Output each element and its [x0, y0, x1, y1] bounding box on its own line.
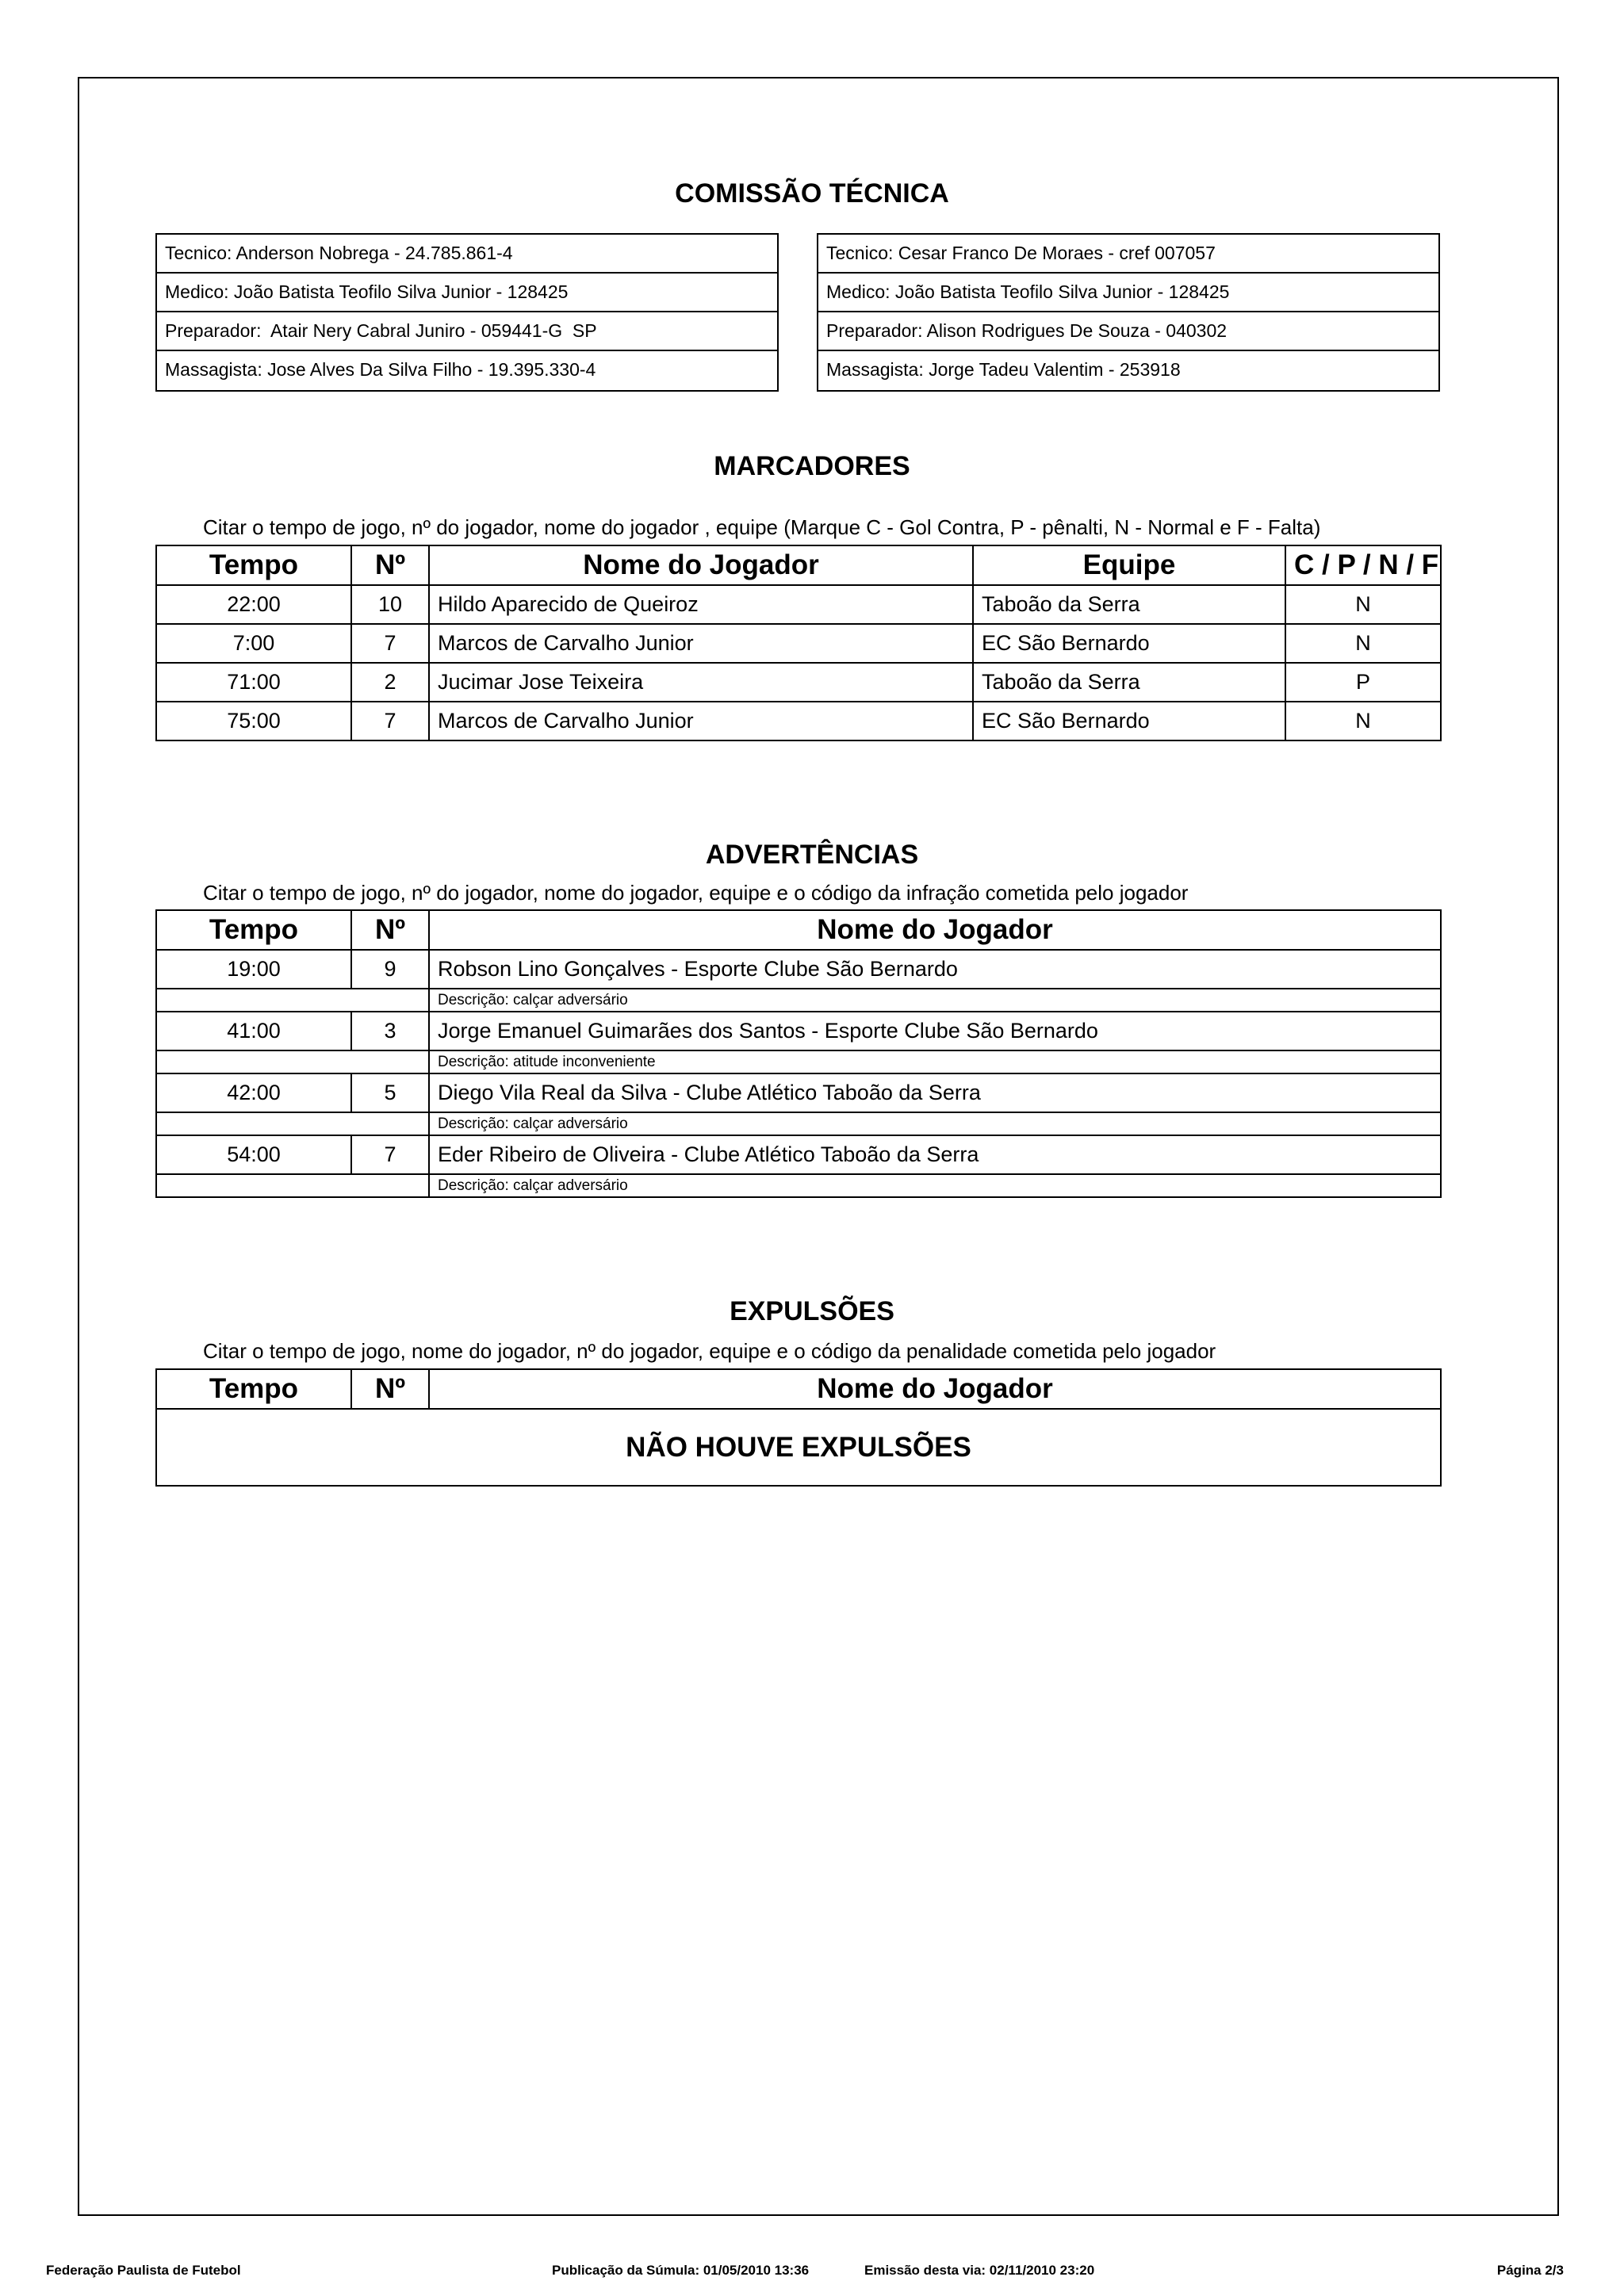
cell-nome: Diego Vila Real da Silva - Clube Atlético Taboão da Serra [429, 1073, 1441, 1112]
cell-equipe: Taboão da Serra [973, 585, 1285, 624]
expulsoes-instruction: Citar o tempo de jogo, nome do jogador, nº do jogador, equipe e o código da penalidade cometida pelo jogador [203, 1339, 1216, 1363]
expulsoes-table [155, 1368, 1442, 1487]
table-row [156, 1073, 1441, 1112]
staff-massagista: Massagista: Jose Alves Da Silva Filho - 19.395.330-4 [165, 359, 596, 380]
cell-nome: Eder Ribeiro de Oliveira - Clube Atlético Taboão da Serra [429, 1135, 1441, 1174]
advertencias-table [155, 909, 1442, 1198]
table-row [156, 1012, 1441, 1050]
footer-org: Federação Paulista de Futebol [46, 2263, 241, 2278]
cell-nome: Robson Lino Gonçalves - Esporte Clube São Bernardo [429, 950, 1441, 989]
expulsoes-title: EXPULSÕES [730, 1296, 894, 1326]
staff-massagista: Massagista: Jorge Tadeu Valentim - 253918 [826, 359, 1181, 380]
cell-tempo: 54:00 [156, 1135, 351, 1174]
cell-numero: 2 [351, 663, 429, 702]
marcadores-instruction: Citar o tempo de jogo, nº do jogador, nome do jogador , equipe (Marque C - Gol Contra, P - pênalti, N - Normal e F - Falta) [203, 515, 1321, 539]
advertencias-title: ADVERTÊNCIAS [705, 840, 919, 870]
footer-pagina: Página 2/3 [1496, 2263, 1564, 2278]
description-row [156, 1112, 1441, 1135]
col-numero: Nº [351, 1369, 429, 1409]
cell-nome: Hildo Aparecido de Queiroz [429, 585, 973, 624]
cell-numero: 10 [351, 585, 429, 624]
col-numero: Nº [351, 545, 429, 585]
staff-tecnico: Tecnico: Anderson Nobrega - 24.785.861-4 [157, 235, 777, 274]
cell-tempo: 75:00 [156, 702, 351, 740]
staff-medico: Medico: João Batista Teofilo Silva Junior - 128425 [157, 274, 777, 312]
col-tipo: C / P / N / F [1285, 545, 1441, 585]
col-nome: Nome do Jogador [429, 1369, 1441, 1409]
staff-medico: Medico: João Batista Teofilo Silva Junior - 128425 [818, 274, 1438, 312]
cell-tempo: 71:00 [156, 663, 351, 702]
table-header [156, 1369, 1441, 1409]
cell-nome: Jorge Emanuel Guimarães dos Santos - Esporte Clube São Bernardo [429, 1012, 1441, 1050]
cell-numero: 3 [351, 1012, 429, 1050]
table-row [156, 624, 1441, 663]
cell-nome: Jucimar Jose Teixeira [429, 663, 973, 702]
cell-numero: 5 [351, 1073, 429, 1112]
table-row [156, 1135, 1441, 1174]
cell-numero: 7 [351, 1135, 429, 1174]
cell-tipo: N [1285, 585, 1441, 624]
cell-numero: 7 [351, 702, 429, 740]
description-row [156, 1174, 1441, 1197]
footer-emissao: Emissão desta via: 02/11/2010 23:20 [864, 2263, 1095, 2278]
table-row [156, 950, 1441, 989]
cell-equipe: EC São Bernardo [973, 702, 1285, 740]
advertencias-instruction: Citar o tempo de jogo, nº do jogador, nome do jogador, equipe e o código da infração cometida pelo jogador [203, 881, 1189, 905]
cell-descricao: Descrição: atitude inconveniente [429, 1050, 1441, 1073]
col-nome: Nome do Jogador [429, 545, 973, 585]
col-nome: Nome do Jogador [429, 910, 1441, 950]
description-row [156, 989, 1441, 1012]
col-tempo: Tempo [156, 1369, 351, 1409]
marcadores-title: MARCADORES [714, 451, 910, 481]
cell-tempo: 22:00 [156, 585, 351, 624]
cell-nome: Marcos de Carvalho Junior [429, 624, 973, 663]
cell-numero: 7 [351, 624, 429, 663]
table-row [156, 585, 1441, 624]
staff-box-away [817, 233, 1440, 392]
table-row [156, 702, 1441, 740]
cell-tipo: P [1285, 663, 1441, 702]
staff-box-home [155, 233, 779, 392]
cell-tipo: N [1285, 624, 1441, 663]
cell-descricao: Descrição: calçar adversário [429, 1174, 1441, 1197]
comissao-title: COMISSÃO TÉCNICA [675, 178, 949, 209]
cell-tempo: 19:00 [156, 950, 351, 989]
staff-tecnico: Tecnico: Cesar Franco De Moraes - cref 007057 [818, 235, 1438, 274]
table-row [156, 1409, 1441, 1486]
cell-numero: 9 [351, 950, 429, 989]
table-header [156, 910, 1441, 950]
col-tempo: Tempo [156, 545, 351, 585]
col-tempo: Tempo [156, 910, 351, 950]
marcadores-table [155, 545, 1442, 741]
footer-publicacao: Publicação da Súmula: 01/05/2010 13:36 [552, 2263, 810, 2278]
cell-nome: Marcos de Carvalho Junior [429, 702, 973, 740]
cell-tempo: 42:00 [156, 1073, 351, 1112]
cell-descricao: Descrição: calçar adversário [429, 989, 1441, 1012]
description-row [156, 1050, 1441, 1073]
cell-descricao: Descrição: calçar adversário [429, 1112, 1441, 1135]
staff-preparador: Preparador: Alison Rodrigues De Souza - 040302 [818, 312, 1438, 351]
cell-equipe: EC São Bernardo [973, 624, 1285, 663]
col-numero: Nº [351, 910, 429, 950]
table-row [156, 663, 1441, 702]
col-equipe: Equipe [973, 545, 1285, 585]
table-header [156, 545, 1441, 585]
staff-preparador: Preparador: Atair Nery Cabral Juniro - 059441-G SP [157, 312, 777, 351]
cell-equipe: Taboão da Serra [973, 663, 1285, 702]
cell-tempo: 41:00 [156, 1012, 351, 1050]
cell-tipo: N [1285, 702, 1441, 740]
cell-tempo: 7:00 [156, 624, 351, 663]
no-expulsions-message: NÃO HOUVE EXPULSÕES [156, 1409, 1441, 1486]
